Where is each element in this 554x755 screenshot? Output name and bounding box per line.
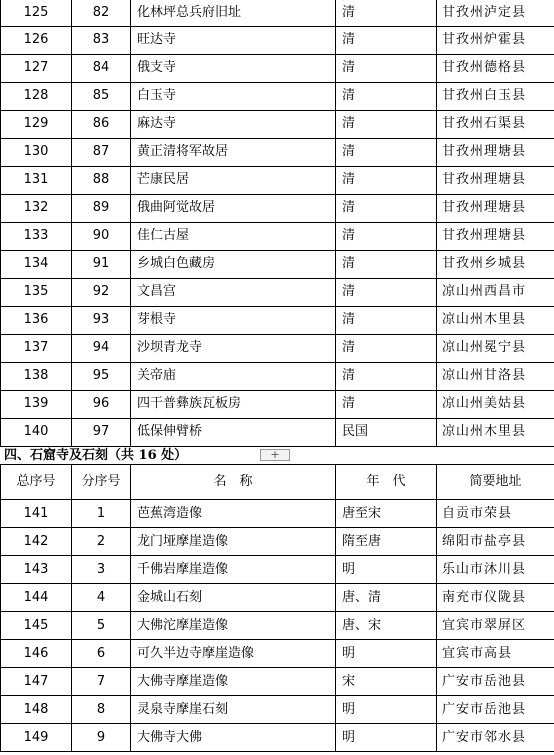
cell-serial-no: 134 [1, 250, 72, 278]
table-row [1, 138, 554, 166]
table-row [1, 362, 554, 390]
cell-era: 清 [336, 278, 437, 306]
header-era: 年 代 [336, 465, 437, 500]
cell-name: 化林坪总兵府旧址 [131, 0, 336, 26]
cell-era: 清 [336, 166, 437, 194]
table-row [1, 306, 554, 334]
cell-address: 甘孜州德格县 [437, 54, 554, 82]
cell-serial-no: 147 [1, 668, 72, 696]
cell-address: 甘孜州理塘县 [437, 222, 554, 250]
cell-sub-no: 93 [72, 306, 131, 334]
cell-sub-no: 85 [72, 82, 131, 110]
cell-sub-no: 7 [72, 668, 131, 696]
cell-serial-no: 126 [1, 26, 72, 54]
cell-serial-no: 125 [1, 0, 72, 26]
cell-era: 隋至唐 [336, 528, 437, 556]
cell-address: 甘孜州理塘县 [437, 138, 554, 166]
cell-era: 清 [336, 0, 437, 26]
cell-address: 宜宾市高县 [437, 640, 554, 668]
cell-serial-no: 138 [1, 362, 72, 390]
cell-serial-no: 149 [1, 724, 72, 752]
table-row [1, 584, 554, 612]
cell-name: 大佛寺大佛 [131, 724, 336, 752]
cell-address: 甘孜州理塘县 [437, 194, 554, 222]
cell-address: 凉山州木里县 [437, 418, 554, 446]
table-row [1, 166, 554, 194]
cell-address: 甘孜州白玉县 [437, 82, 554, 110]
cell-era: 清 [336, 334, 437, 362]
cell-name: 大佛寺摩崖造像 [131, 668, 336, 696]
cell-name: 沙坝青龙寺 [131, 334, 336, 362]
cell-serial-no: 142 [1, 528, 72, 556]
cell-address: 乐山市沐川县 [437, 556, 554, 584]
cell-serial-no: 139 [1, 390, 72, 418]
cell-address: 广安市岳池县 [437, 696, 554, 724]
table-row [1, 110, 554, 138]
table-row [1, 222, 554, 250]
cell-serial-no: 132 [1, 194, 72, 222]
table-row [1, 82, 554, 110]
table-row [1, 556, 554, 584]
cell-sub-no: 82 [72, 0, 131, 26]
cell-address: 甘孜州炉霍县 [437, 26, 554, 54]
cell-name: 旺达寺 [131, 26, 336, 54]
cell-serial-no: 145 [1, 612, 72, 640]
cell-sub-no: 97 [72, 418, 131, 446]
cell-era: 宋 [336, 668, 437, 696]
table-row [1, 390, 554, 418]
cell-address: 宜宾市翠屏区 [437, 612, 554, 640]
table-row [1, 528, 554, 556]
cell-address: 甘孜州泸定县 [437, 0, 554, 26]
table-row [1, 0, 554, 26]
table-row [1, 250, 554, 278]
cell-sub-no: 4 [72, 584, 131, 612]
cell-sub-no: 2 [72, 528, 131, 556]
cell-name: 四干普彝族瓦板房 [131, 390, 336, 418]
cell-address: 南充市仪陇县 [437, 584, 554, 612]
cell-era: 明 [336, 640, 437, 668]
cell-serial-no: 144 [1, 584, 72, 612]
cell-name: 俄曲阿觉故居 [131, 194, 336, 222]
cell-era: 清 [336, 222, 437, 250]
cell-sub-no: 3 [72, 556, 131, 584]
table-row [1, 500, 554, 528]
cell-serial-no: 140 [1, 418, 72, 446]
cell-sub-no: 95 [72, 362, 131, 390]
table-row [1, 668, 554, 696]
cell-sub-no: 94 [72, 334, 131, 362]
cell-era: 清 [336, 194, 437, 222]
cell-serial-no: 133 [1, 222, 72, 250]
cell-address: 凉山州甘洛县 [437, 362, 554, 390]
cell-name: 灵泉寺摩崖石刻 [131, 696, 336, 724]
cell-name: 乡城白色藏房 [131, 250, 336, 278]
cell-serial-no: 130 [1, 138, 72, 166]
cell-serial-no: 137 [1, 334, 72, 362]
table-row [1, 26, 554, 54]
cell-sub-no: 8 [72, 696, 131, 724]
cell-era: 清 [336, 82, 437, 110]
cell-serial-no: 135 [1, 278, 72, 306]
cell-serial-no: 129 [1, 110, 72, 138]
cell-sub-no: 96 [72, 390, 131, 418]
cell-name: 芽根寺 [131, 306, 336, 334]
table-row [1, 334, 554, 362]
cell-address: 甘孜州石渠县 [437, 110, 554, 138]
cell-name: 大佛沱摩崖造像 [131, 612, 336, 640]
cell-name: 芒康民居 [131, 166, 336, 194]
table-row [1, 696, 554, 724]
cell-name: 低保伸臂桥 [131, 418, 336, 446]
cell-sub-no: 89 [72, 194, 131, 222]
cell-era: 明 [336, 724, 437, 752]
cell-sub-no: 6 [72, 640, 131, 668]
cell-era: 明 [336, 696, 437, 724]
header-name: 名 称 [131, 465, 336, 500]
header-address: 简要地址 [437, 465, 554, 500]
cell-serial-no: 141 [1, 500, 72, 528]
cell-serial-no: 127 [1, 54, 72, 82]
cell-address: 自贡市荣县 [437, 500, 554, 528]
cell-name: 芭蕉湾造像 [131, 500, 336, 528]
cell-serial-no: 146 [1, 640, 72, 668]
cell-sub-no: 87 [72, 138, 131, 166]
cell-address: 绵阳市盐亭县 [437, 528, 554, 556]
cell-sub-no: 86 [72, 110, 131, 138]
cell-sub-no: 5 [72, 612, 131, 640]
cell-sub-no: 83 [72, 26, 131, 54]
cell-name: 黄正清将军故居 [131, 138, 336, 166]
cell-serial-no: 128 [1, 82, 72, 110]
cell-era: 清 [336, 110, 437, 138]
cell-address: 凉山州美姑县 [437, 390, 554, 418]
cell-name: 俄支寺 [131, 54, 336, 82]
cell-name: 千佛岩摩崖造像 [131, 556, 336, 584]
cell-name: 麻达寺 [131, 110, 336, 138]
cell-name: 金城山石刻 [131, 584, 336, 612]
cell-address: 凉山州冕宁县 [437, 334, 554, 362]
cell-era: 清 [336, 250, 437, 278]
table-row [1, 418, 554, 446]
header-sub-no: 分序号 [72, 465, 131, 500]
cell-address: 凉山州木里县 [437, 306, 554, 334]
table-row [1, 640, 554, 668]
cell-era: 清 [336, 390, 437, 418]
grotto-table-body [1, 465, 554, 752]
table-row [1, 54, 554, 82]
cell-era: 唐、宋 [336, 612, 437, 640]
cell-era: 清 [336, 138, 437, 166]
cell-era: 唐至宋 [336, 500, 437, 528]
cell-serial-no: 148 [1, 696, 72, 724]
cell-address: 甘孜州乡城县 [437, 250, 554, 278]
cell-name: 可久半边寺摩崖造像 [131, 640, 336, 668]
cell-name: 龙门垭摩崖造像 [131, 528, 336, 556]
cell-era: 唐、清 [336, 584, 437, 612]
cell-serial-no: 136 [1, 306, 72, 334]
add-row-button[interactable]: + [260, 449, 290, 461]
cell-address: 凉山州西昌市 [437, 278, 554, 306]
header-serial-no: 总序号 [1, 465, 72, 500]
cell-era: 清 [336, 306, 437, 334]
cell-sub-no: 84 [72, 54, 131, 82]
table-header-row [1, 465, 554, 500]
section-heading: 四、石窟寺及石刻（共 16 处） [4, 448, 188, 463]
cell-era: 清 [336, 26, 437, 54]
cell-serial-no: 143 [1, 556, 72, 584]
heritage-table-body [1, 0, 554, 446]
cell-name: 佳仁古屋 [131, 222, 336, 250]
cell-sub-no: 9 [72, 724, 131, 752]
cell-sub-no: 90 [72, 222, 131, 250]
cell-address: 广安市岳池县 [437, 668, 554, 696]
cell-sub-no: 92 [72, 278, 131, 306]
cell-era: 民国 [336, 418, 437, 446]
cell-address: 甘孜州理塘县 [437, 166, 554, 194]
table-row [1, 194, 554, 222]
table-row [1, 724, 554, 752]
cell-address: 广安市邻水县 [437, 724, 554, 752]
cell-sub-no: 91 [72, 250, 131, 278]
cell-name: 白玉寺 [131, 82, 336, 110]
table-row [1, 278, 554, 306]
cell-era: 明 [336, 556, 437, 584]
cell-name: 关帝庙 [131, 362, 336, 390]
table-row [1, 612, 554, 640]
cell-serial-no: 131 [1, 166, 72, 194]
cell-era: 清 [336, 54, 437, 82]
cell-sub-no: 88 [72, 166, 131, 194]
cell-name: 文昌宫 [131, 278, 336, 306]
cell-era: 清 [336, 362, 437, 390]
cell-sub-no: 1 [72, 500, 131, 528]
grotto-stone-carving-table [0, 464, 554, 752]
